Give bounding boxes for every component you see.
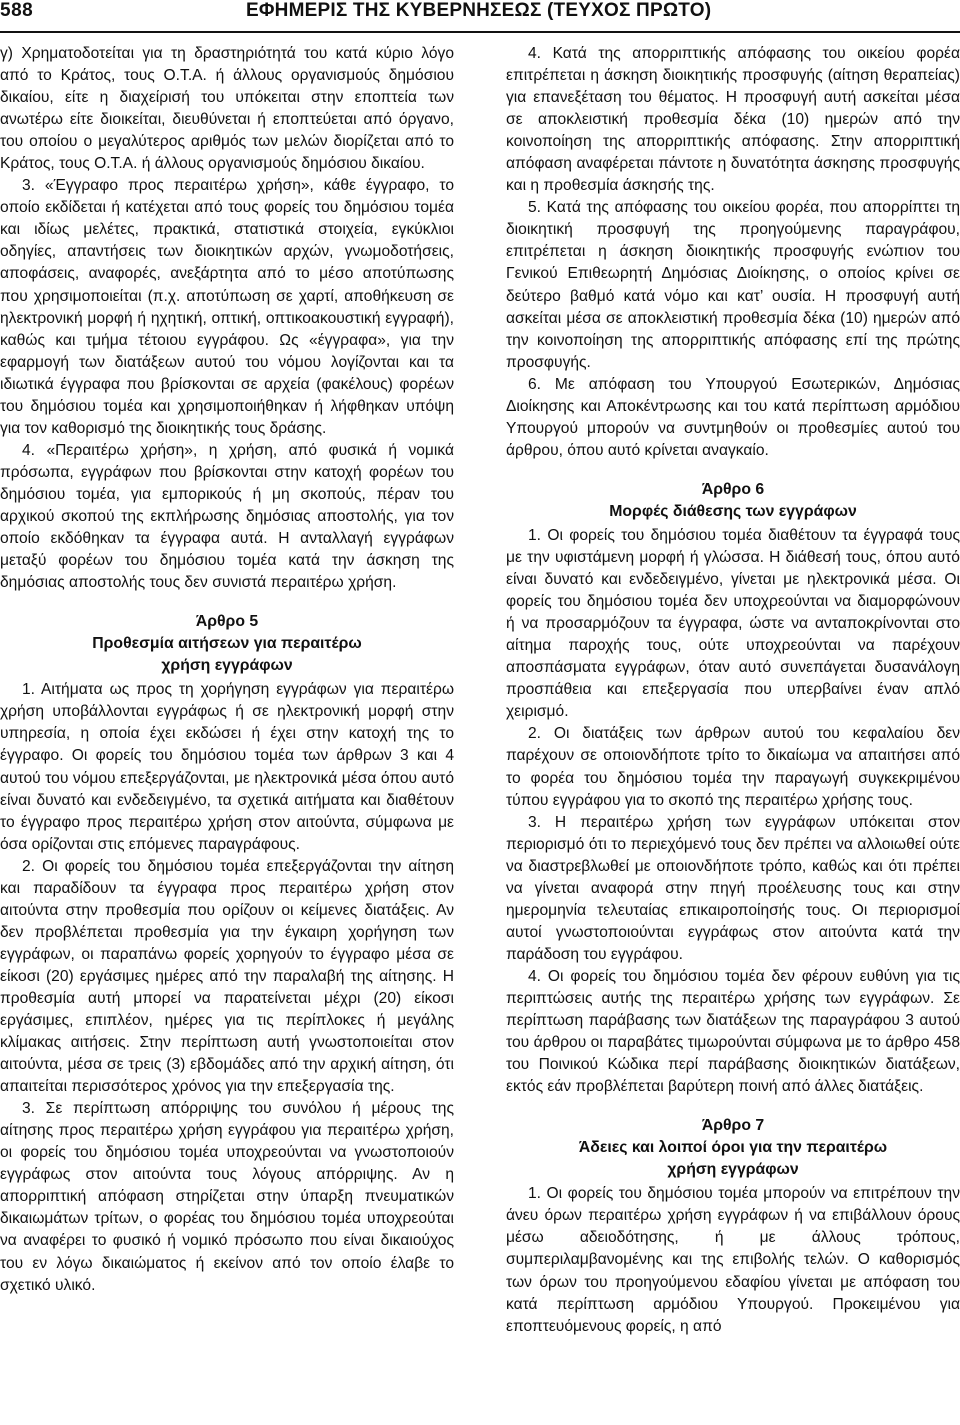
paragraph: 3. «Έγγραφο προς περαιτέρω χρήση», κάθε έγγραφο, το οποίο εκδίδεται ή κατέχεται από τους φορείς του δημόσιου τομέα και ιδίως μελέτες, πρακτικά, στατιστικά στοιχεία, εγκύκλιοι οδηγίες, απαντήσεις των διοικητικών αρχών, γνωμοδοτήσεις, αποφάσεις, αναφορές, ανεξάρτητα από το μέσο αποτύπωσης που χρησιμοποιείται (π.χ. αποτύπωση σε χαρτί, αποθήκευση σε ηλεκτρονική μορφή ή ηχητική, οπτική, οπτικοακουστική εγγραφή), καθώς και τμήμα τέτοιου εγγράφου. Ως «έγγραφα», για την εφαρμογή των διατάξεων αυτού του νόμου λογίζονται και τα ιδιωτικά έγγραφα που βρίσκονται σε αρχεία (φακέλους) φορέων του δημόσιου τομέα και χρησιμοποιήθηκαν ή λήφθηκαν υπόψη για τον καθορισμό της διοικητικής τους δράσης. [0, 177, 454, 437]
paragraph: 4. «Περαιτέρω χρήση», η χρήση, από φυσικά ή νομικά πρόσωπα, εγγράφων που βρίσκονται στην κατοχή φορέων του δημόσιου τομέα, για εμπορικούς ή μη σκοπούς, πέραν του αρχικού σκοπού της εκπλήρωσης δημόσιας αποστολής, για τον οποίο εκδόθηκαν τα έγγραφα αυτά. Η ανταλλαγή εγγράφων μεταξύ φορέων του δημόσιου τομέα κατά την άσκηση της δημόσιας αποστολής τους δεν συνιστά περαιτέρω χρήση. [0, 441, 454, 592]
article-title: Προθεσμία αιτήσεων για περαιτέρω [92, 635, 362, 653]
article-6-heading [506, 479, 960, 523]
paragraph: γ) Χρηματοδοτείται για τη δραστηριότητά του κατά κύριο λόγο από το Κράτος, τους Ο.Τ.Α. ή άλλους οργανισμούς δημόσιου δικαίου, είτε η διαχείρισή του υπόκειται στην εποπτεία των ανωτέρω είτε διοικείται, διευθύνεται ή εποπτεύεται από όργανο, του οποίου ο μεγαλύτερος αριθμός των μελών διορίζεται από το Κράτος, τους Ο.Τ.Α. ή άλλους οργανισμούς δημόσιου δικαίου. [0, 45, 454, 173]
article-5-heading [0, 611, 454, 677]
paragraph: 2. Οι διατάξεις των άρθρων αυτού του κεφαλαίου δεν παρέχουν σε οποιονδήποτε τρίτο το δικαίωμα να απαιτήσει από το φορέα του δημόσιου τομέα την παραγωγή συγκεκριμένου τύπου εγγράφου για το σκοπό της περαιτέρω χρήσης τους. [506, 725, 960, 809]
article-number: Άρθρο 5 [195, 613, 259, 631]
paragraph: 1. Αιτήματα ως προς τη χορήγηση εγγράφων για περαιτέρω χρήση υποβάλλονται εγγράφως ή σε ηλεκτρονική μορφή στην υπηρεσία, η οποία έχει εκδώσει ή έχει στην κατοχή της το έγγραφο. Οι φορείς του δημόσιου τομέα των άρθρων 3 και 4 αυτού του νόμου επεξεργάζονται, με ηλεκτρονικά μέσα όπου αυτό είναι δυνατό και ενδεδειγμένο, τα σχετικά αιτήματα και διαθέτουν το έγγραφο προς περαιτέρω χρήση στον αιτούντα, σύμφωνα με όσα ορίζονται στις επόμενες παραγράφους. [0, 681, 454, 853]
article-title-continued: χρήση εγγράφων [161, 657, 293, 675]
page-number: 588 [0, 0, 34, 21]
article-7-heading [506, 1115, 960, 1181]
paragraph: 5. Κατά της απόφασης του οικείου φορέα, που απορρίπτει τη διοικητική προσφυγή της προηγούμενης παραγράφου, επιτρέπεται η άσκηση διοικητικής προσφυγής ενώπιον του Γενικού Επιθεωρητή Δημόσιας Διοίκησης, ο οποίος κρίνει σε δεύτερο βαθμό κατά νόμο και κατ’ ουσία. Η προσφυγή αυτή ασκείται μέσα σε αποκλειστική προθεσμία δέκα (10) ημερών από την κοινοποίηση της απορριπτικής απόφασης επί της πρώτης προσφυγής. [506, 199, 960, 371]
left-column [0, 43, 454, 1421]
right-column [506, 43, 960, 1421]
paragraph: 4. Κατά της απορριπτικής απόφασης του οικείου φορέα επιτρέπεται η άσκηση διοικητικής προσφυγής (αίτηση θεραπείας) για επανεξέταση του θέματος. Η προσφυγή αυτή ασκείται μέσα σε αποκλειστική προθεσμία δέκα (10) ημερών από την κοινοποίηση της απορριπτικής απόφασης. Στην απορριπτική απόφαση αναφέρεται πάντοτε η δυνατότητα άσκησης προσφυγής και η προθεσμία άσκησής της. [506, 45, 960, 195]
paragraph: 2. Οι φορείς του δημόσιου τομέα επεξεργάζονται την αίτηση και παραδίδουν τα έγγραφα προς περαιτέρω χρήση στον αιτούντα στην προθεσμία που ορίζουν οι κείμενες διατάξεις. Αν δεν προβλέπεται προθεσμία για την έγκαιρη χορήγηση των εγγράφων, οι παραπάνω φορείς χορηγούν το έγγραφο μέσα σε είκοσι (20) εργάσιμες ημέρες από την παραλαβή της αίτησης. Η προθεσμία αυτή μπορεί να παρατείνεται μέχρι (20) είκοσι εργάσιμες, επιπλέον, ημέρες για τις περίπλοκες ή μεγάλης κλίμακας αιτήσεις. Στην περίπτωση αυτή γνωστοποιείται στον αιτούντα, μέσα σε τρεις (3) εβδομάδες από την αρχική αίτηση, ότι απαιτείται περισσότερος χρόνος για την επεξεργασία της. [0, 857, 454, 1096]
article-title: Μορφές διάθεσης των εγγράφων [609, 502, 857, 520]
paragraph: 3. Η περαιτέρω χρήση των εγγράφων υπόκειται στον περιορισμό ότι το περιεχόμενό τους δεν πρέπει να αλλοιωθεί ούτε να διαστρεβλωθεί με οποιονδήποτε τρόπο, καθώς και ότι πρέπει να γίνεται αναφορά στην πηγή προέλευσης τους και στην ημερομηνία τελευταίας επικαιροποίησής τους. Οι περιορισμοί αυτοί γνωστοποιούνται εγγράφως στον αιτούντα κατά την παράδοση του εγγράφου. [506, 813, 960, 963]
paragraph: 4. Οι φορείς του δημόσιου τομέα δεν φέρουν ευθύνη για τις περιπτώσεις αυτής της περαιτέρω χρήσης των εγγράφων. Σε περίπτωση παράβασης των διατάξεων της παραγράφου 3 αυτού του άρθρου οι παραβάτες τιμωρούνται σύμφωνα με το άρθρο 458 του Ποινικού Κώδικα περί παράβασης διοικητικών διατάξεων, εκτός εάν προβλέπεται βαρύτερη ποινή από άλλες διατάξεις. [506, 967, 960, 1096]
header-rule [0, 31, 960, 33]
article-number: Άρθρο 7 [701, 1117, 765, 1135]
article-title-continued: χρήση εγγράφων [667, 1161, 799, 1179]
running-title: ΕΦΗΜΕΡΙΣ ΤΗΣ ΚΥΒΕΡΝΗΣΕΩΣ (ΤΕΥΧΟΣ ΠΡΩΤΟ) [246, 0, 712, 21]
article-number: Άρθρο 6 [701, 480, 765, 498]
article-title: Άδειες και λοιποί όροι για την περαιτέρω [578, 1139, 888, 1157]
paragraph: 3. Σε περίπτωση απόρριψης του συνόλου ή μέρους της αίτησης προς περαιτέρω χρήση εγγράφου για περαιτέρω χρήση, οι φορείς του δημόσιου τομέα υποχρεούνται να γνωστοποιούν εγγράφως στον αιτούντα τους λόγους απόρριψης. Αν η απορριπτική απόφαση στηρίζεται στην ύπαρξη πνευματικών δικαιωμάτων τρίτων, ο φορέας του δημόσιου τομέα υποχρεούται να αναφέρει το φυσικό ή νομικό πρόσωπο που είναι δικαιούχος του εν λόγω δικαιώματος ή εκείνον από τον οποίο έλαβε το σχετικό υλικό. [0, 1100, 454, 1294]
paragraph: 1. Οι φορείς του δημόσιου τομέα διαθέτουν τα έγγραφά τους με την υφιστάμενη μορφή ή γλώσσα. Η διάθεσή τους, όπου αυτό είναι δυνατό και ενδεδειγμένο, γίνεται με ηλεκτρονικά μέσα. Οι φορείς του δημόσιου τομέα δεν υποχρεούνται να διαμορφώνουν ή να προσαρμόζουν τα έγγραφα, ώστε να ανταποκρίνονται στο αίτημα παροχής τους, ούτε υποχρεούνται να παρέχουν αποσπάσματα εγγράφων, όταν αυτό συνεπάγεται δυσανάλογη προσπάθεια και επεξεργασία που υπερβαίνει έναν απλό χειρισμό. [506, 526, 960, 721]
paragraph: 6. Με απόφαση του Υπουργού Εσωτερικών, Δημόσιας Διοίκησης και Αποκέντρωσης και του κατά περίπτωση αρμόδιου Υπουργού μπορούν να συντμηθούν οι προθεσμίες αυτού του άρθρου, όπου αυτό κρίνεται αναγκαίο. [506, 375, 960, 459]
paragraph: 1. Οι φορείς του δημόσιου τομέα μπορούν να επιτρέπουν την άνευ όρων περαιτέρω χρήση εγγράφων ή να επιβάλλουν όρους μέσω αδειοδότησης, ή με άλλους τρόπους, συμπεριλαμβανομένης και της επιβολής τελών. Ο καθορισμός των όρων του προηγούμενου εδαφίου γίνεται με απόφαση του κατά περίπτωση αρμόδιου Υπουργού. Προκειμένου για εποπτευόμενους φορείς, η από [506, 1185, 960, 1335]
page-header [0, 0, 960, 30]
